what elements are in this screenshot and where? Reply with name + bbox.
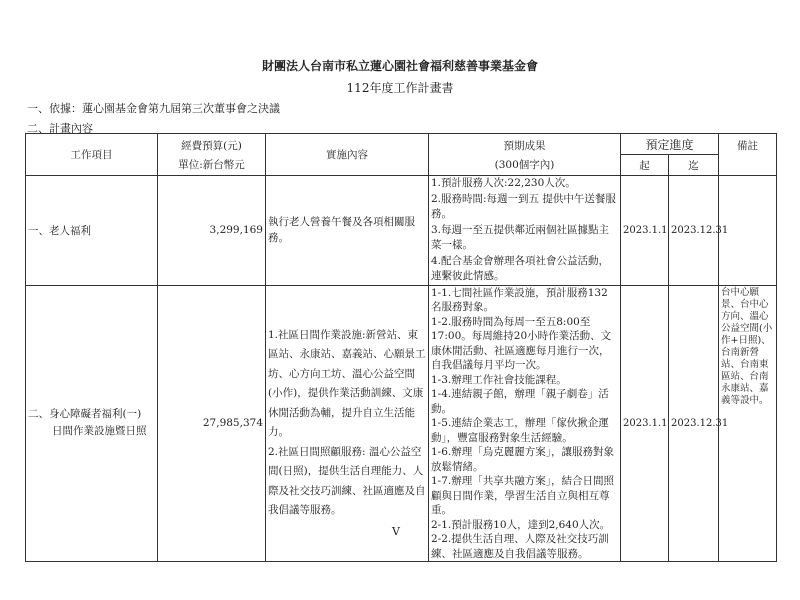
expected-cell: 1-1.七間社區作業設施，預計服務132名服務對象。 1-2.服務時間為每周一至五8:00至17:00。每周維持20小時作業活動、文康休閒活動、社區適應每月進行一次，自我倡議每月平均一次。 1-3.辦理工作社會技能課程。 1-4.連結親子館，辦理「親子劇卷」活動。 1-5.連結企業志工，辦理「傢伙揪企運動」，豐富服務對象生活經驗。 1-6.辦理「烏克麗麗方案」，讓服務對象放鬆情緒。 1-7.辦理「共享共融方案」，結合日間照顧與日間作業，學習生活自立與相互尊重。 2-1.預計服務10人，達到2,640人次。 2-2.提供生活自理、人際及社交技巧訓練、社區適應及自我倡議等服務。: [429, 285, 621, 562]
item-cell: [26, 176, 158, 286]
header-schedule: 預定進度: [621, 134, 719, 155]
basis-statement: 一、依據：蓮心園基金會第九屆第三次董事會之決議: [27, 102, 280, 115]
item-label: 二、身心障礙者福利(一): [28, 408, 142, 421]
table-header-row: [26, 134, 777, 155]
header-budget-line2: 單位:新台幣元: [178, 158, 245, 171]
work-plan-table: [25, 133, 777, 562]
page-mark: V: [392, 525, 400, 538]
remarks-cell: 台中心願景、台中心方向、溫心公益空間(小作+日照)、台南新營站、台南東區站、台南永康站、嘉義等設中。: [719, 285, 777, 562]
header-content: 實施內容: [266, 134, 429, 176]
header-expected-line1: 預期成果: [503, 139, 546, 152]
start-date: 2023.1.1: [621, 285, 669, 562]
expected-cell: 1.預計服務人次:22,230人次。 2.服務時間:每週一到五 提供中午送餐服務。 3.每週一至五提供鄰近兩個社區據點主菜一樣。 4.配合基金會辦理各項社會公益活動，連繫彼此情感。: [429, 176, 621, 286]
document-title: 財團法人台南市私立蓮心園社會福利慈善事業基金會: [261, 59, 538, 73]
end-date: 2023.12.31: [669, 176, 719, 286]
end-date: 2023.12.31: [669, 285, 719, 562]
document-subtitle: 112年度工作計畫書: [346, 81, 454, 95]
plan-heading: 二、計畫內容: [27, 122, 93, 135]
budget-cell: 27,985,374: [158, 285, 266, 562]
header-start: 起: [621, 155, 669, 176]
budget-cell: 3,299,169: [158, 176, 266, 286]
header-budget-line1: 經費預算(元): [181, 139, 242, 152]
table-row: [26, 176, 777, 286]
item-cell: [26, 285, 158, 562]
header-end: 迄: [669, 155, 719, 176]
content-cell: 1.社區日間作業設施:新營站、東區站、永康站、嘉義站、心願景工坊、心方向工坊、溫心公益空間(小作)，提供作業活動訓練、文康休閒活動為輔，提升自立生活能力。 2.社區日間照顧服務: 溫心公益空間(日照)，提供生活自理能力、人際及社交技巧訓練、社區適應及自我倡議等服務。: [266, 285, 429, 562]
content-cell: 執行老人營養午餐及各項相關服務。: [266, 176, 429, 286]
header-item: 工作項目: [26, 134, 158, 176]
table-row: [26, 285, 777, 562]
header-expected: [429, 134, 621, 176]
header-budget: [158, 134, 266, 176]
header-remarks: 備註: [719, 134, 777, 176]
start-date: 2023.1.1: [621, 176, 669, 286]
item-sublabel: 日間作業設施暨日照: [52, 425, 147, 438]
header-expected-line2: (300個字內): [494, 158, 555, 171]
item-label: 一、老人福利: [28, 224, 91, 237]
